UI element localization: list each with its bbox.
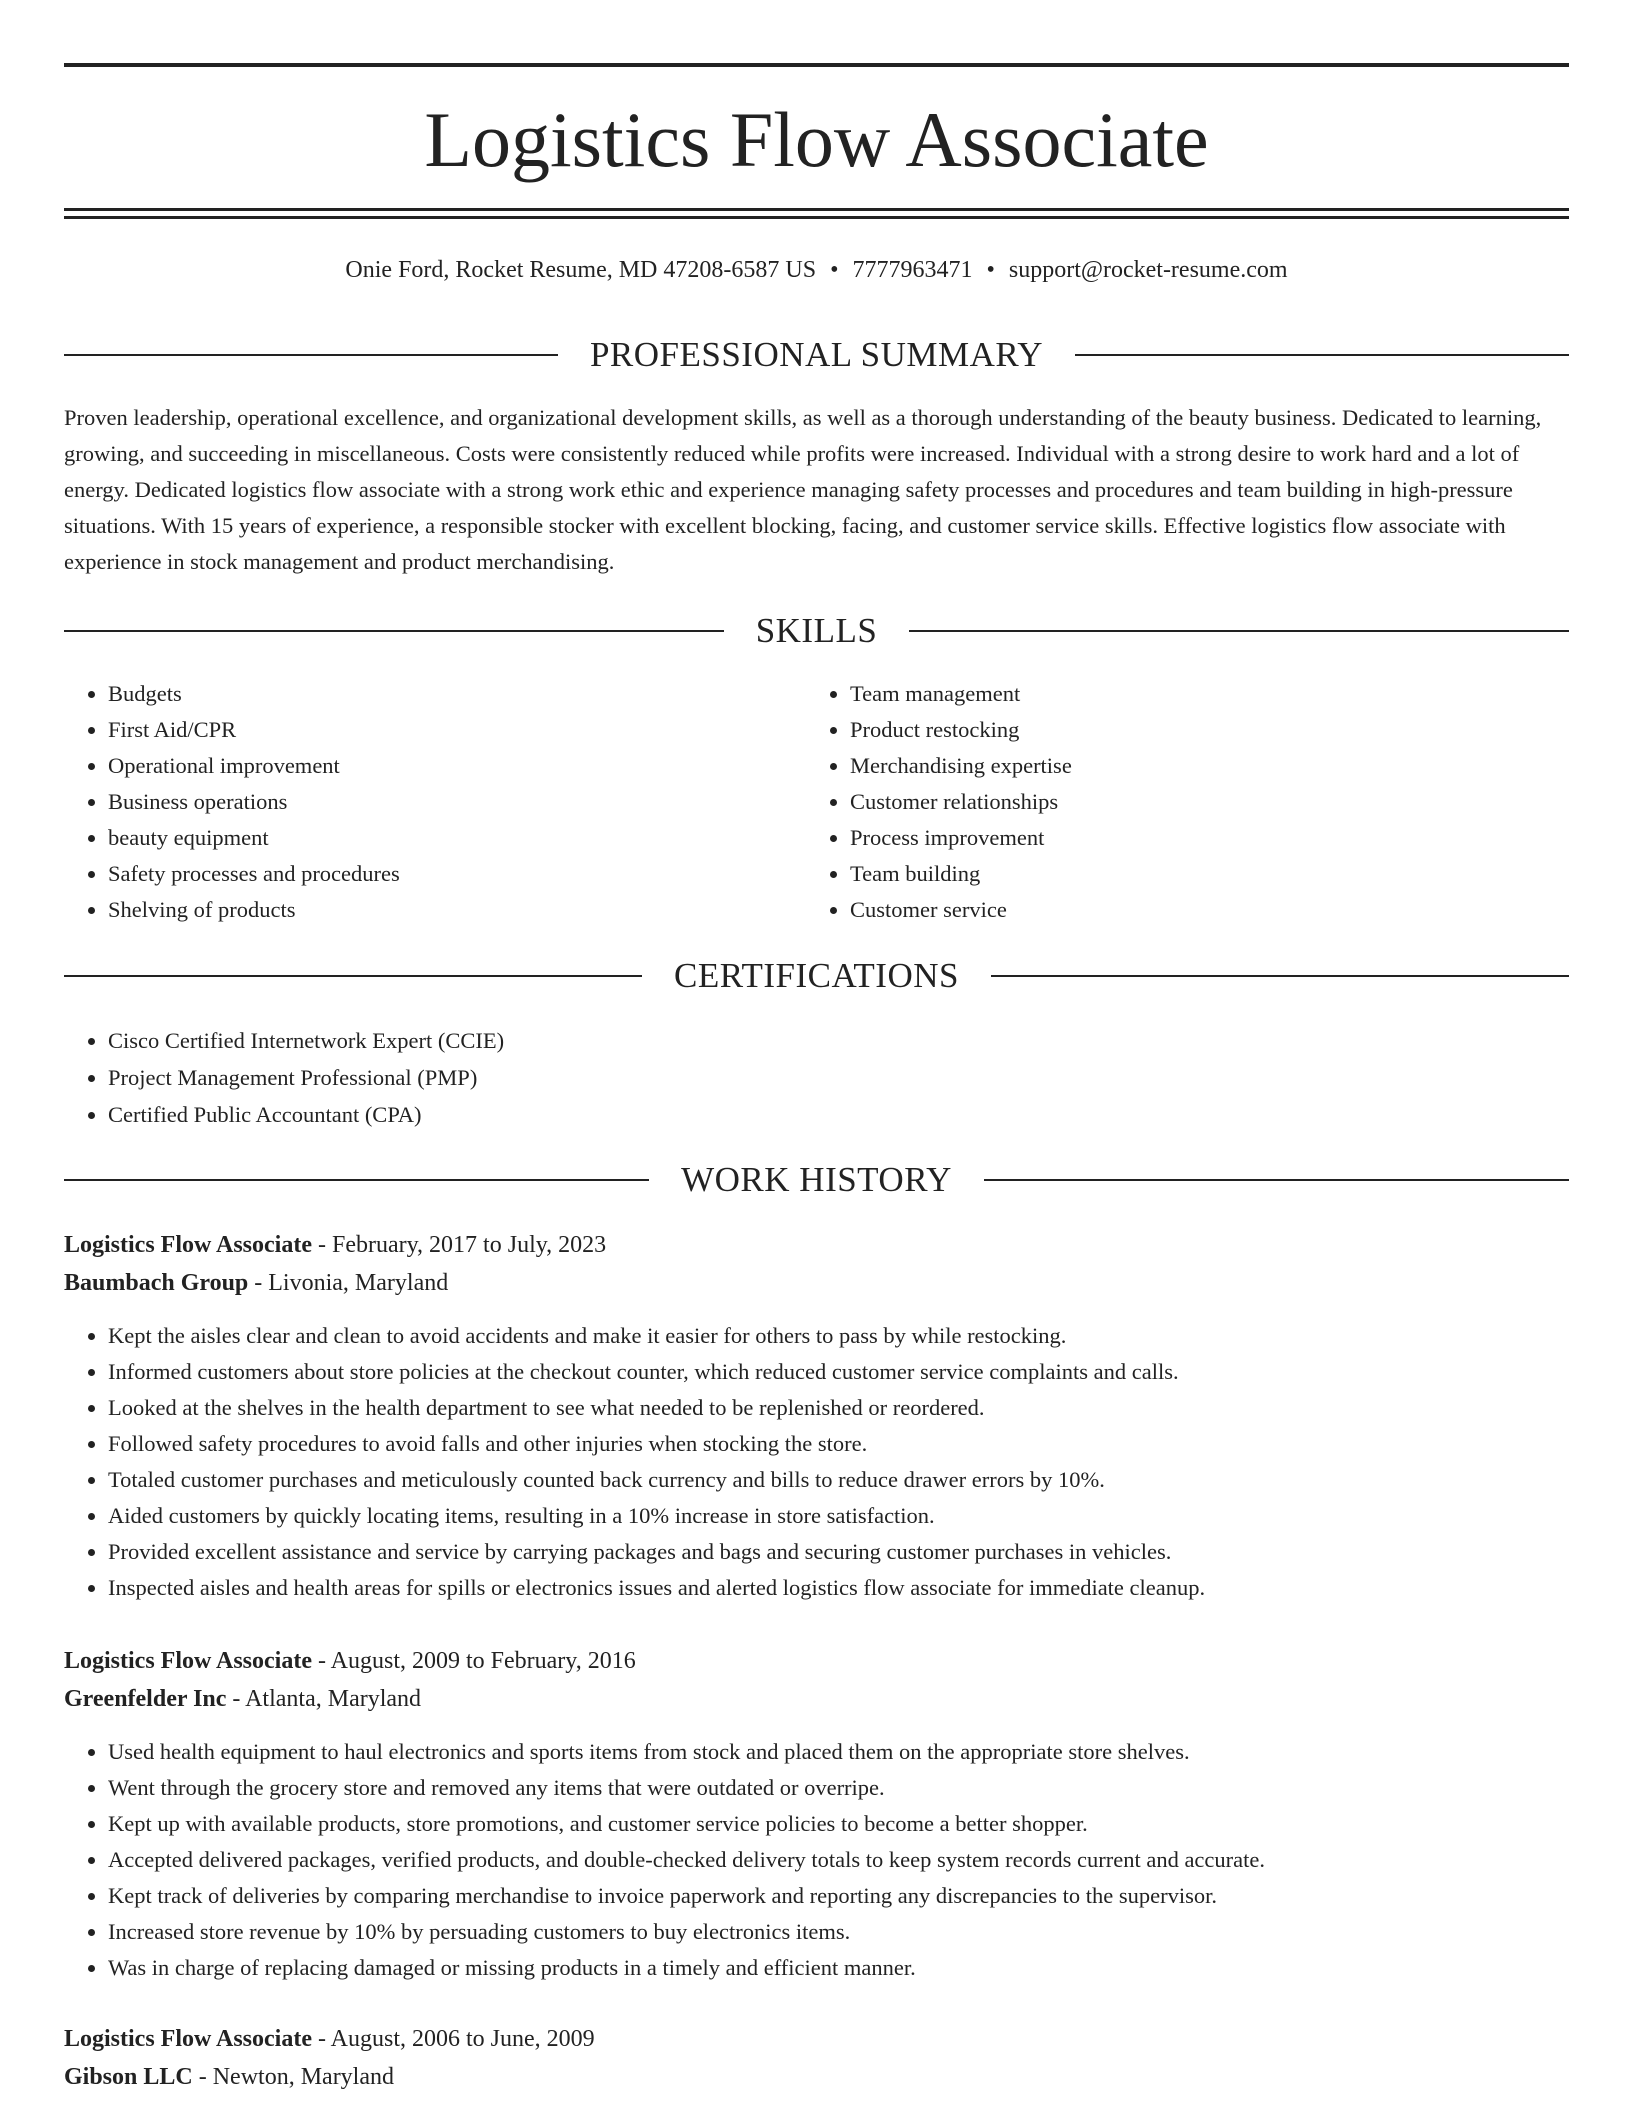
section-title: WORK HISTORY [681,1160,952,1199]
skill-item: • Team building [850,856,1546,892]
contact-separator: • [830,257,839,283]
contact-phone: 7777963471 [852,257,973,283]
job-entry [64,1642,1569,1986]
skill-item: • Safety processes and procedures [108,856,804,892]
job-duty-item: • Aided customers by quickly locating items, resulting in a 10% increase in store satisfaction. [108,1498,1569,1534]
skills-column-right [806,676,1546,928]
skills-list-left [64,676,804,928]
job-duty-item: • Informed customers about store policies at the checkout counter, which reduced customer service complaints and calls. [108,1354,1569,1390]
skill-item: • Merchandising expertise [850,748,1546,784]
resume-title: Logistics Flow Associate [424,96,1209,183]
job-duty-item: • Was in charge of replacing damaged or missing products in a timely and efficient manner. [108,1950,1569,1986]
contact-separator: • [986,257,995,283]
heading-rule-left [64,975,642,977]
job-dates: - August, 2009 to February, 2016 [311,1648,636,1674]
heading-rule-right [991,975,1569,977]
title-rule-upper [64,208,1569,211]
skills-list-right [806,676,1546,928]
certifications-block [64,1022,1569,1133]
job-duty-item: • Kept the aisles clear and clean to avoid accidents and make it easier for others to pass by while restocking. [108,1318,1569,1354]
job-duty-item: • Looked at the shelves in the health department to see what needed to be replenished or reordered. [108,1390,1569,1426]
job-location: - Atlanta, Maryland [226,1686,422,1712]
title-rule-lower [64,216,1569,219]
heading-rule-left [64,354,558,356]
job-title: Logistics Flow Associate [64,1232,312,1258]
section-heading-skills [64,609,1569,653]
contact-line [64,253,1569,287]
job-duty-item: • Totaled customer purchases and meticulously counted back currency and bills to reduce drawer errors by 10%. [108,1462,1569,1498]
certification-item: • Project Management Professional (PMP) [108,1059,1569,1096]
contact-address: Onie Ford, Rocket Resume, MD 47208-6587 US [345,257,817,283]
skill-item: • Product restocking [850,712,1546,748]
job-title: Logistics Flow Associate [64,2026,312,2052]
job-dates: - February, 2017 to July, 2023 [311,1232,607,1258]
job-entry [64,2020,1569,2096]
certification-item: • Certified Public Accountant (CPA) [108,1096,1569,1133]
job-dates: - August, 2006 to June, 2009 [311,2026,595,2052]
job-duty-item: • Kept track of deliveries by comparing merchandise to invoice paperwork and reporting any discrepancies to the supervisor. [108,1878,1569,1914]
skill-item: • Team management [850,676,1546,712]
job-company-line [64,2058,1569,2096]
summary-text: Proven leadership, operational excellence, and organizational development skills, as well as a thorough understanding of the beauty business. Dedicated to learning, growing, and succeeding in miscellaneous. Costs were consistently reduced while profits were increased. Individual with a strong desire to work hard and a lot of energy. Dedicated logistics flow associate with a strong work ethic and experience managing safety processes and procedures and team building in high-pressure situations. With 15 years of experience, a responsible stocker with excellent blocking, facing, and customer service skills. Effective logistics flow associate with experience in stock management and product merchandising. [64,405,1542,574]
job-company: Greenfelder Inc [64,1686,227,1712]
job-duty-item: • Followed safety procedures to avoid falls and other injuries when stocking the store. [108,1426,1569,1462]
job-location: - Livonia, Maryland [248,1270,449,1296]
job-title-line [64,1642,1569,1680]
job-company: Gibson LLC [64,2064,193,2090]
skill-item: • Budgets [108,676,804,712]
skill-item: • beauty equipment [108,820,804,856]
job-company-line [64,1680,1569,1718]
section-title: PROFESSIONAL SUMMARY [589,335,1044,374]
job-duty-item: • Kept up with available products, store promotions, and customer service policies to become a better shopper. [108,1806,1569,1842]
heading-rule-right [1075,354,1569,356]
skill-item: • Operational improvement [108,748,804,784]
job-company: Baumbach Group [64,1270,249,1296]
job-duty-item: • Went through the grocery store and removed any items that were outdated or overripe. [108,1770,1569,1806]
heading-rule-right [984,1179,1569,1181]
section-heading-summary [64,333,1569,377]
skill-item: • Customer service [850,892,1546,928]
certifications-list [64,1022,1569,1133]
job-duty-item: • Provided excellent assistance and service by carrying packages and bags and securing customer purchases in vehicles. [108,1534,1569,1570]
skill-item: • First Aid/CPR [108,712,804,748]
job-title: Logistics Flow Associate [64,1648,312,1674]
job-duty-item: • Used health equipment to haul electronics and sports items from stock and placed them on the appropriate store shelves. [108,1734,1569,1770]
job-duties-list [64,1734,1569,1986]
job-duties-list [64,1318,1569,1606]
job-entry [64,1226,1569,1606]
job-location: - Newton, Maryland [192,2064,394,2090]
section-heading-work-history [64,1158,1569,1202]
heading-rule-right [909,630,1569,632]
contact-email: support@rocket-resume.com [1008,257,1288,283]
job-title-line [64,2020,1569,2058]
heading-rule-left [64,1179,649,1181]
top-rule [64,63,1569,67]
job-duty-item: • Increased store revenue by 10% by persuading customers to buy electronics items. [108,1914,1569,1950]
skill-item: • Business operations [108,784,804,820]
section-title: CERTIFICATIONS [674,956,959,995]
job-duty-item: • Inspected aisles and health areas for spills or electronics issues and alerted logistics flow associate for immediate cleanup. [108,1570,1569,1606]
job-title-line [64,1226,1569,1264]
section-heading-certifications [64,954,1569,998]
job-duty-item: • Accepted delivered packages, verified products, and double-checked delivery totals to keep system records current and accurate. [108,1842,1569,1878]
job-company-line [64,1264,1569,1302]
skill-item: • Process improvement [850,820,1546,856]
skills-column-left [64,676,804,928]
heading-rule-left [64,630,724,632]
skill-item: • Customer relationships [850,784,1546,820]
skill-item: • Shelving of products [108,892,804,928]
certification-item: • Cisco Certified Internetwork Expert (CCIE) [108,1022,1569,1059]
section-title: SKILLS [755,611,878,650]
